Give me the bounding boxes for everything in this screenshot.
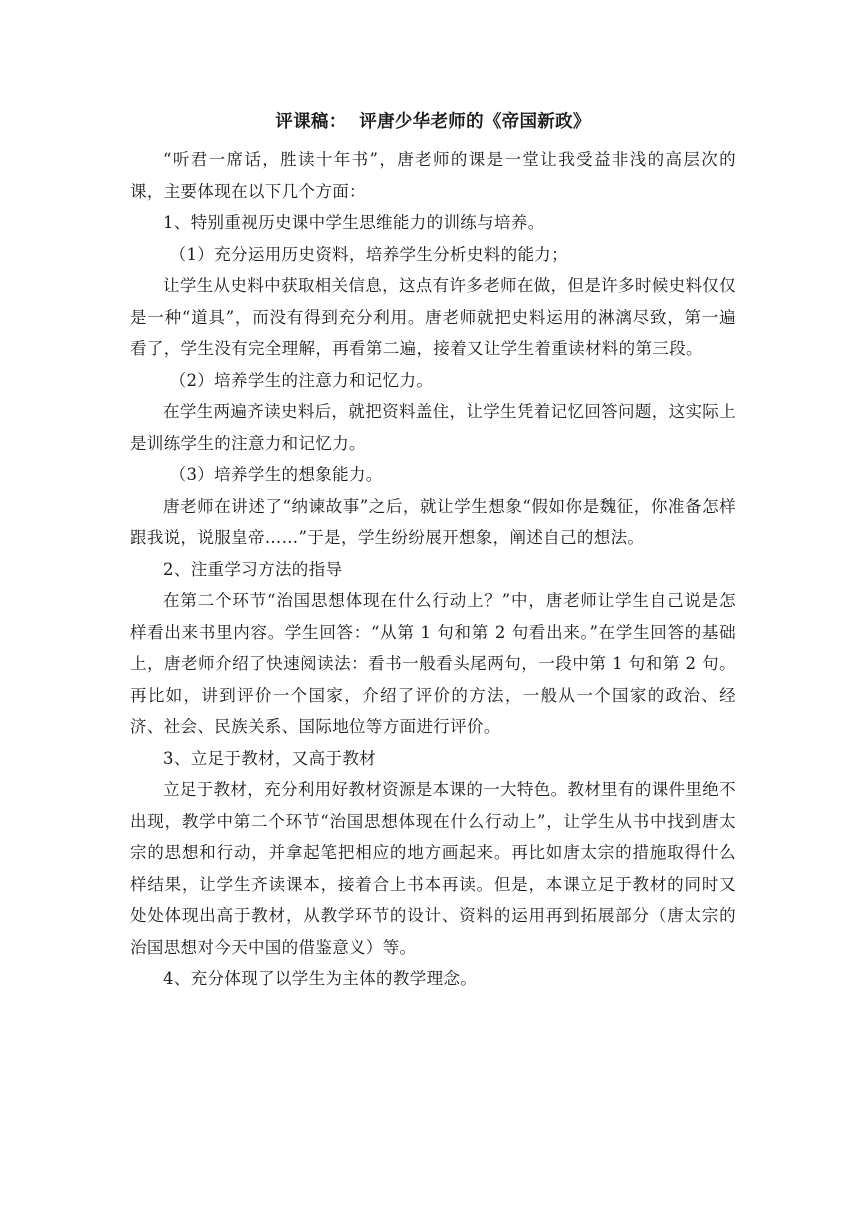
point-1-sub-2-heading: （2）培养学生的注意力和记忆力。	[169, 370, 434, 390]
point-2-paragraph: 在第二个环节“治国思想体现在什么行动上？”中，唐老师让学生自己说是怎样看出来书里内容。学生回答：“从第 1 句和第 2 句看出来。”在学生回答的基础上，唐老师介绍了快速阅读法：看书一般看头尾两句，一段中第 1 句和第 2 句。再比如，讲到评价一个国家，介绍了评价的方法，一般从一个国家的政治、经济、社会、民族关系、国际地位等方面进行评价。	[130, 591, 736, 736]
point-2-heading: 2、注重学习方法的指导	[163, 559, 343, 579]
point-3-heading: 3、立足于教材，又高于教材	[163, 748, 377, 768]
point-3-paragraph: 立足于教材，充分利用好教材资源是本课的一大特色。教材里有的课件里绝不出现，教学中第二个环节“治国思想体现在什么行动上”，让学生从书中找到唐太宗的思想和行动，并拿起笔把相应的地方画起来。再比如唐太宗的措施取得什么样结果，让学生齐读课本，接着合上书本再读。但是，本课立足于教材的同时又处处体现出高于教材，从教学环节的设计、资料的运用再到拓展部分（唐太宗的治国思想对今天中国的借鉴意义）等。	[130, 780, 736, 957]
point-1-sub-3-heading: （3）培养学生的想象能力。	[169, 465, 383, 484]
point-1-heading: 1、特别重视历史课中学生思维能力的训练与培养。	[163, 213, 545, 232]
document-body	[130, 104, 736, 995]
point-1-sub-1-heading: （1）充分运用历史资料，培养学生分析史料的能力；	[169, 244, 568, 264]
intro-paragraph: “听君一席话，胜读十年书”，唐老师的课是一堂让我受益非浅的高层次的课，主要体现在以下几个方面：	[130, 150, 736, 201]
point-4-heading: 4、充分体现了以学生为主体的教学理念。	[163, 969, 478, 988]
point-1-sub-1-paragraph: 让学生从史料中获取相关信息，这点有许多老师在做，但是许多时候史料仅仅是一种“道具”，而没有得到充分利用。唐老师就把史料运用的淋漓尽致，第一遍看了，学生没有完全理解，再看第二遍，接着又让学生着重读材料的第三段。	[130, 276, 736, 358]
point-1-sub-2-paragraph: 在学生两遍齐读史料后，就把资料盖住，让学生凭着记忆回答问题，这实际上是训练学生的注意力和记忆力。	[130, 402, 736, 453]
point-1-sub-3-paragraph: 唐老师在讲述了“纳谏故事”之后，就让学生想象“假如你是魏征，你准备怎样跟我说，说服皇帝……”于是，学生纷纷展开想象，阐述自己的想法。	[130, 496, 736, 547]
document-title: 评课稿： 评唐少华老师的《帝国新政》	[275, 112, 591, 132]
